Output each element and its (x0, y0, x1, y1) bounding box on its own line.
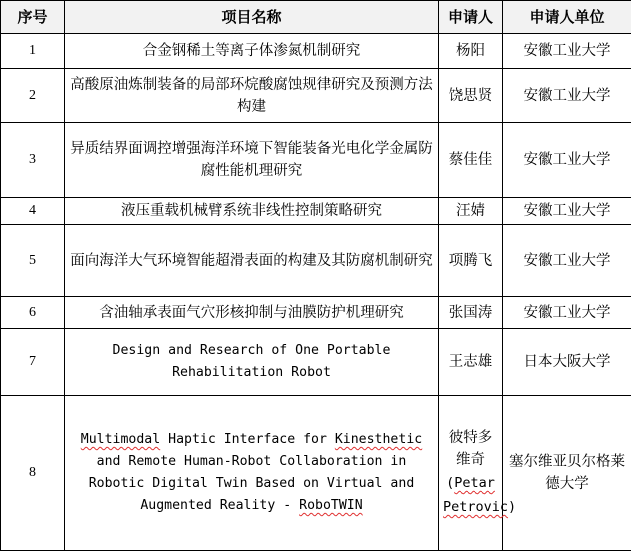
name-part: Kinesthetic (334, 432, 423, 447)
row-index: 2 (1, 69, 65, 123)
applicant-cn: 彼特多维奇 (448, 430, 493, 468)
row-index: 7 (1, 329, 65, 396)
header-applicant: 申请人 (439, 1, 503, 34)
name-part: Multimodal (80, 432, 161, 447)
row-name: 合金钢稀土等离子体渗氮机制研究 (65, 34, 439, 69)
row-applicant: 张国涛 (439, 297, 503, 329)
row-name: 液压重载机械臂系统非线性控制策略研究 (65, 198, 439, 225)
header-name: 项目名称 (65, 1, 439, 34)
table-row (1, 69, 631, 123)
row-index: 1 (1, 34, 65, 69)
row-applicant: 蔡佳佳 (439, 123, 503, 198)
applicant-paren-open: ( (446, 475, 455, 491)
row-index: 4 (1, 198, 65, 225)
table-row (1, 396, 631, 551)
row-org: 安徽工业大学 (503, 297, 631, 329)
row-org: 安徽工业大学 (503, 123, 631, 198)
table-row (1, 297, 631, 329)
row-org: 塞尔维亚贝尔格莱德大学 (503, 396, 631, 551)
row-index: 5 (1, 225, 65, 297)
name-part: Haptic Interface for (160, 432, 335, 447)
row-org: 安徽工业大学 (503, 69, 631, 123)
table-row (1, 329, 631, 396)
row-applicant: 项腾飞 (439, 225, 503, 297)
row-applicant: 王志雄 (439, 329, 503, 396)
table-row (1, 198, 631, 225)
applicant-en: Petar Petrovic (443, 475, 509, 515)
table-row (1, 123, 631, 198)
row-name: 面向海洋大气环境智能超滑表面的构建及其防腐机制研究 (65, 225, 439, 297)
row-name: 含油轴承表面气穴形核抑制与油膜防护机理研究 (65, 297, 439, 329)
row-name: Design and Research of One Portable Rehabilitation Robot (65, 329, 439, 396)
name-part: RoboTWIN (299, 498, 363, 513)
row-index: 3 (1, 123, 65, 198)
table-row (1, 34, 631, 69)
row-index: 6 (1, 297, 65, 329)
header-index: 序号 (1, 1, 65, 34)
row-applicant: 杨阳 (439, 34, 503, 69)
applicant-paren-close: ) (508, 499, 517, 515)
name-part: and Remote Human-Robot Collaboration in Robotic Digital Twin Based on Virtual and Augmented Reality - (88, 454, 415, 513)
row-name: 高酸原油炼制装备的局部环烷酸腐蚀规律研究及预测方法构建 (65, 69, 439, 123)
row-org: 安徽工业大学 (503, 34, 631, 69)
row-org: 安徽工业大学 (503, 198, 631, 225)
row-applicant (439, 396, 517, 551)
row-name (65, 396, 439, 551)
row-org: 日本大阪大学 (503, 329, 631, 396)
row-applicant: 饶思贤 (439, 69, 503, 123)
table-row (1, 225, 631, 297)
row-index: 8 (1, 396, 65, 551)
header-org: 申请人单位 (503, 1, 631, 34)
row-name: 异质结界面调控增强海洋环境下智能装备光电化学金属防腐性能机理研究 (65, 123, 439, 198)
row-applicant: 汪婧 (439, 198, 503, 225)
header-row (1, 1, 631, 34)
row-org: 安徽工业大学 (503, 225, 631, 297)
